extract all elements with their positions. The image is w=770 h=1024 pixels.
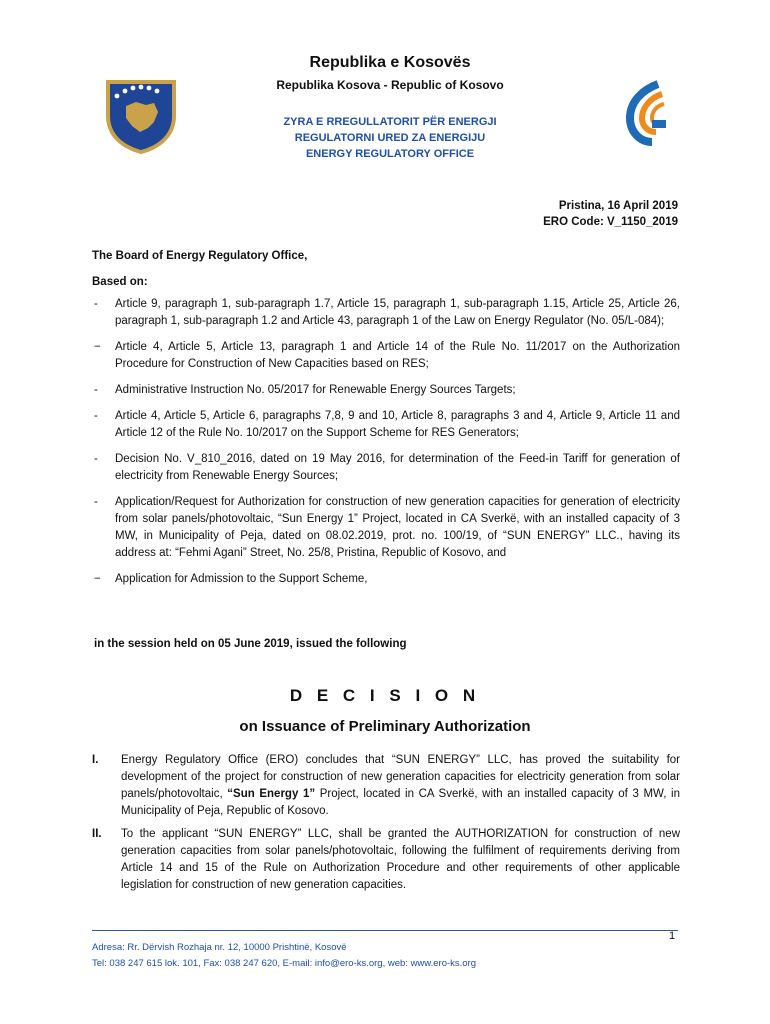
footer-contact: Tel: 038 247 615 lok. 101, Fax: 038 247 620, E-mail: info@ero-ks.org, web: www.ero-ks.org [92,958,477,969]
item-text-continued: Project, located in CA Sverkë, with an installed capacity of 3 MW, in Municipality of Peja, Republic of Kosovo. [121,788,681,817]
list-item [94,382,680,399]
list-dash: - [94,410,98,422]
list-item [94,296,680,330]
list-dash: - [94,384,98,396]
office-name-albanian: ZYRA E RREGULLATORIT PËR ENERGJI [283,116,497,128]
item-number: I. [92,754,99,766]
decision-item [92,826,680,894]
list-item [94,571,680,588]
list-item-text: Article 4, Article 5, Article 13, paragraph 1 and Article 14 of the Rule No. 11/2017 on the Authorization Procedure for Construction of New Capacities based on RES; [115,341,680,370]
list-item-text: Application/Request for Authorization for construction of new generation capacities for generation of electricity from solar panels/photovoltaic, “Sun Energy 1” Project, located in CA Sverkë, with an installed capacity of 3 MW, in Municipality of Peja, dated on 08.02.2019, prot. no. 100/19, of “SUN ENERGY” LLC., having its address at: “Fehmi Agani” Street, No. 25/8, Pristina, Republic of Kosovo, and [115,496,680,559]
header-subtitle: Republika Kosova - Republic of Kosovo [276,78,504,92]
item-number: II. [92,828,102,840]
item-text: To the applicant “SUN ENERGY” LLC, shall be granted the AUTHORIZATION for construction of new generation capacities from solar panels/photovoltaic, following the fulfilment of requirements deriving from Article 14 and 15 of the Rule on Authorization Procedure and other requirements of other applicable legislation for construction of new generation capacities. [121,828,680,891]
footer-address: Adresa: Rr. Dërvish Rozhaja nr. 12, 10000 Prishtinë, Kosovë [92,942,347,953]
list-item-text: Administrative Instruction No. 05/2017 for Renewable Energy Sources Targets; [115,384,516,396]
place-date: Pristina, 16 April 2019 [558,200,678,212]
board-heading: The Board of Energy Regulatory Office, [92,250,308,262]
legal-basis-list [94,296,680,597]
list-item [94,494,680,562]
list-dash: - [94,496,98,508]
session-statement: in the session held on 05 June 2019, issued the following [94,638,407,650]
list-item [94,451,680,485]
based-on-heading: Based on: [92,276,148,288]
list-dash: - [94,453,98,465]
list-dash: − [94,573,101,585]
office-name-english: ENERGY REGULATORY OFFICE [305,148,475,160]
ero-logo-icon [618,80,670,148]
ero-code: ERO Code: V_1150_2019 [543,216,678,228]
item-text: Energy Regulatory Office (ERO) concludes that “SUN ENERGY” LLC, has proved the suitability for development of the project for construction of new generation capacities for electricity generation from solar panels/photovoltaic, [121,754,680,800]
list-dash: − [94,341,101,353]
list-item-text: Article 4, Article 5, Article 6, paragraphs 7,8, 9 and 10, Article 8, paragraphs 3 and 4, Article 9, Article 11 and Article 12 of the Rule No. 10/2017 on the Support Scheme for RES Generators; [115,410,680,439]
list-item [94,339,680,373]
decision-subtitle: on Issuance of Preliminary Authorization [239,718,531,735]
list-item [94,408,680,442]
footer-divider [92,930,678,931]
list-item-text: Decision No. V_810_2016, dated on 19 May 2016, for determination of the Feed-in Tariff for generation of electricity from Renewable Energy Sources; [115,453,680,482]
decision-items [92,752,680,900]
decision-title: D E C I S I O N [289,686,481,705]
decision-item [92,752,680,820]
kosovo-coat-of-arms-icon [102,76,180,156]
page-number: 1 [669,930,676,942]
list-dash: - [94,298,98,310]
list-item-text: Application for Admission to the Support Scheme, [115,573,368,585]
list-item-text: Article 9, paragraph 1, sub-paragraph 1.7, Article 15, paragraph 1, sub-paragraph 1.15, Article 25, Article 26, paragraph 1, sub-paragraph 1.2 and Article 43, paragraph 1 of the Law on Energy Regulator (No. 05/L-084); [115,298,680,327]
header-title: Republika e Kosovës [309,54,471,71]
project-name: “Sun Energy 1” [227,788,316,800]
office-name-serbian: REGULATORNI URED ZA ENERGIJU [294,132,486,144]
